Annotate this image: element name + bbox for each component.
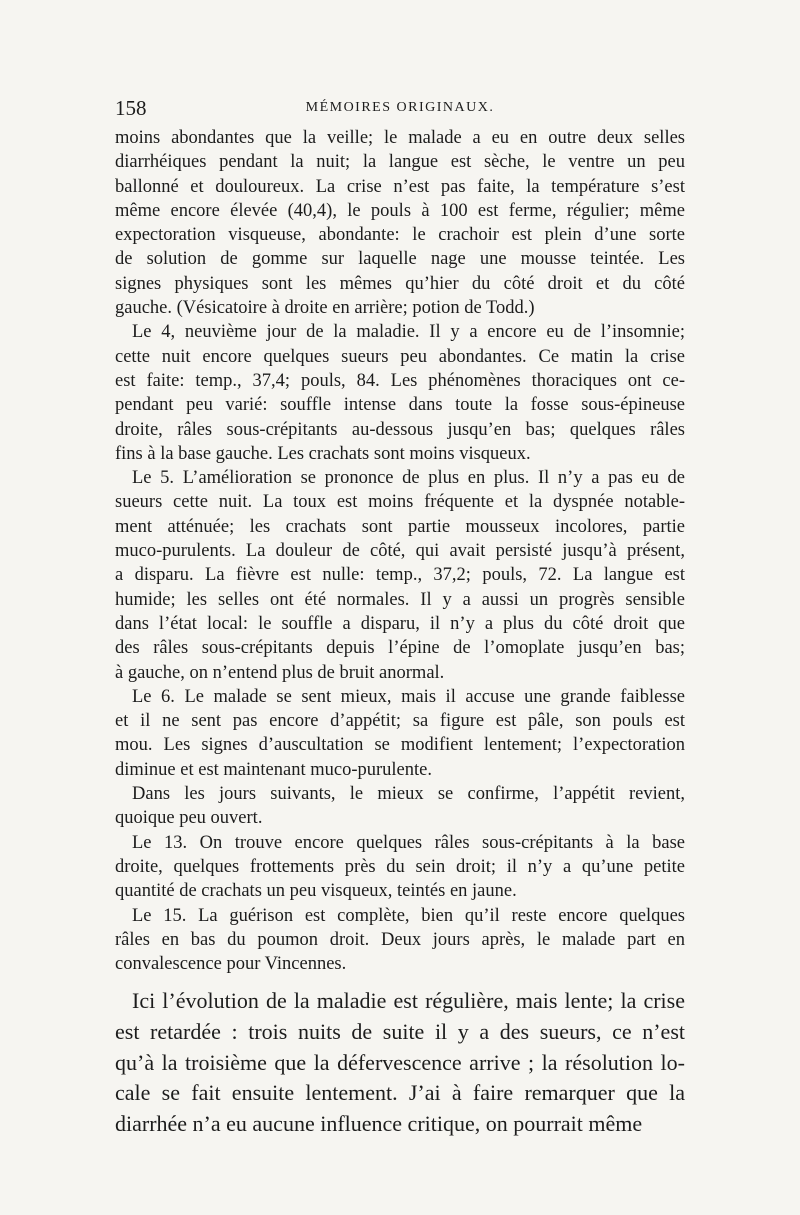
text-line: moins abondantes que la veille; le malade a eu en outre deux selles bbox=[115, 128, 685, 148]
text-line: de solution de gomme sur laquelle nage une mousse teintée. Les bbox=[115, 249, 685, 270]
text-line: quoique peu ouvert. bbox=[115, 808, 263, 829]
text-line: gauche. (Vésicatoire à droite en arrière; potion de Todd.) bbox=[115, 298, 535, 319]
paragraph bbox=[115, 831, 685, 904]
running-title: MÉMOIRES ORIGINAUX. bbox=[305, 100, 495, 115]
text-line: Le 5. L’amélioration se prononce de plus en plus. Il n’y a pas eu de bbox=[132, 468, 685, 489]
paragraph bbox=[115, 320, 685, 466]
text-line: Le 6. Le malade se sent mieux, mais il accuse une grande faiblesse bbox=[132, 686, 685, 707]
text-line: muco-purulents. La douleur de côté, qui avait persisté jusqu’à présent, bbox=[115, 541, 685, 562]
text-line: ballonné et douloureux. La crise n’est pas faite, la température s’est bbox=[115, 176, 685, 197]
paragraph bbox=[115, 685, 685, 782]
text-line: et il ne sent pas encore d’appétit; sa figure est pâle, son pouls est bbox=[115, 711, 685, 732]
text-line: diarrhéiques pendant la nuit; la langue est sèche, le ventre un peu bbox=[115, 152, 685, 173]
text-line: dans l’état local: le souffle a disparu, il n’y a plus du côté droit que bbox=[115, 613, 685, 634]
text-line: humide; les selles ont été normales. Il y a aussi un progrès sensible bbox=[115, 589, 685, 610]
paragraph bbox=[115, 986, 685, 1139]
page-header bbox=[115, 96, 685, 124]
text-line: râles en bas du poumon droit. Deux jours après, le malade part en bbox=[115, 929, 685, 950]
text-line: convalescence pour Vincennes. bbox=[115, 954, 347, 975]
text-line: droite, quelques frottements près du sein droit; il n’y a qu’une petite bbox=[115, 856, 685, 877]
text-line: quantité de crachats un peu visqueux, teintés en jaune. bbox=[115, 881, 517, 902]
text-line: des râles sous-crépitants depuis l’épine de l’omoplate jusqu’en bas; bbox=[115, 638, 685, 659]
text-line: a disparu. La fièvre est nulle: temp., 37,2; pouls, 72. La langue est bbox=[115, 565, 685, 586]
text-line: ment atténuée; les crachats sont partie mousseux incolores, partie bbox=[115, 516, 685, 537]
text-line: fins à la base gauche. Les crachats sont moins visqueux. bbox=[115, 443, 531, 464]
text-line: même encore élevée (40,4), le pouls à 100 est ferme, régulier; même bbox=[115, 200, 685, 221]
body-text bbox=[115, 126, 685, 1139]
text-line: est faite: temp., 37,4; pouls, 84. Les phénomènes thoraciques ont ce- bbox=[115, 370, 685, 391]
text-line: diminue et est maintenant muco-purulente. bbox=[115, 759, 432, 780]
text-line: à gauche, on n’entend plus de bruit anormal. bbox=[115, 662, 445, 683]
text-line: est retardée : trois nuits de suite il y a des sueurs, ce n’est bbox=[115, 1018, 685, 1044]
text-line: Ici l’évolution de la maladie est régulière, mais lente; la crise bbox=[132, 988, 685, 1014]
text-line: Le 13. On trouve encore quelques râles sous-crépitants à la base bbox=[132, 832, 685, 853]
text-line: cette nuit encore quelques sueurs peu abondantes. Ce matin la crise bbox=[115, 346, 685, 367]
paragraph-gap bbox=[115, 976, 685, 986]
page-number: 158 bbox=[115, 96, 147, 120]
text-line: droite, râles sous-crépitants au-dessous jusqu’en bas; quelques râles bbox=[115, 419, 685, 440]
paragraph bbox=[115, 904, 685, 977]
text-line: diarrhée n’a eu aucune influence critique, on pourrait même bbox=[115, 1110, 643, 1136]
text-line: cale se fait ensuite lentement. J’ai à faire remarquer que la bbox=[115, 1080, 685, 1106]
text-line: sueurs cette nuit. La toux est moins fréquente et la dyspnée notable- bbox=[115, 492, 685, 513]
text-line: mou. Les signes d’auscultation se modifient lentement; l’expectoration bbox=[115, 735, 685, 756]
text-line: qu’à la troisième que la défervescence arrive ; la résolution lo- bbox=[115, 1049, 685, 1075]
text-line: pendant peu varié: souffle intense dans toute la fosse sous-épineuse bbox=[115, 395, 685, 416]
text-line: Dans les jours suivants, le mieux se confirme, l’appétit revient, bbox=[132, 784, 685, 805]
paragraph bbox=[115, 466, 685, 685]
text-line: signes physiques sont les mêmes qu’hier du côté droit et du côté bbox=[115, 273, 685, 294]
paragraph bbox=[115, 782, 685, 831]
paragraph bbox=[115, 126, 685, 320]
text-line: Le 15. La guérison est complète, bien qu’il reste encore quelques bbox=[132, 905, 685, 926]
text-line: expectoration visqueuse, abondante: le crachoir est plein d’une sorte bbox=[115, 225, 685, 246]
text-line: Le 4, neuvième jour de la maladie. Il y a encore eu de l’insomnie; bbox=[132, 322, 685, 343]
